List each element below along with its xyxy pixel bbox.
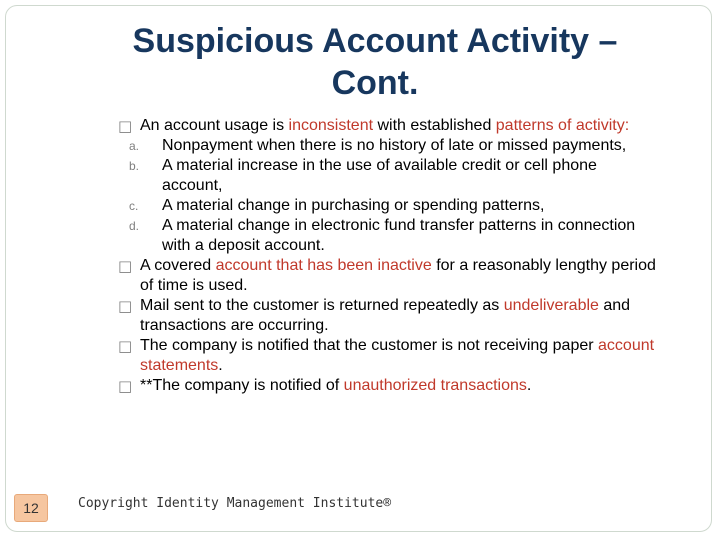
square-bullet-icon: □	[118, 117, 133, 135]
square-bullet-icon: □	[118, 257, 133, 275]
bullet-list	[0, 116, 720, 396]
bullet-item-mail-returned: □ Mail sent to the customer is returned repeatedly as undeliverable and transactions are occurring.	[118, 297, 631, 334]
slide-title: Suspicious Account Activity – Cont.	[132, 22, 618, 102]
sub-item-label: b.	[129, 159, 140, 173]
copyright-footer: Copyright Identity Management Institute®	[78, 496, 392, 511]
bullet-item-statements-not-received: □ The company is notified that the customer is not receiving paper account statements.	[118, 337, 655, 374]
bullet-item-usage-inconsistent: □ An account usage is inconsistent with established patterns of activity:	[118, 117, 630, 135]
bullet-item-inactive-account: □ A covered account that has been inactive for a reasonably lengthy period of time is used.	[118, 257, 656, 294]
sub-item-label: c.	[129, 199, 139, 213]
sub-item-label: a.	[129, 139, 140, 153]
slide-number-badge: 12	[14, 494, 48, 522]
sub-item-label: d.	[129, 219, 140, 233]
bullet-item-unauthorized-transactions: □ **The company is notified of unauthorized transactions.	[118, 377, 532, 395]
sub-item-d: d. A material change in electronic fund transfer patterns in connection with a deposit account.	[129, 217, 636, 254]
square-bullet-icon: □	[118, 337, 133, 355]
square-bullet-icon: □	[118, 377, 133, 395]
sub-item-b: b. A material increase in the use of available credit or cell phone account,	[129, 157, 597, 194]
sub-item-a: a. Nonpayment when there is no history of late or missed payments,	[129, 137, 627, 154]
sub-item-c: c. A material change in purchasing or spending patterns,	[129, 197, 545, 214]
square-bullet-icon: □	[118, 297, 133, 315]
